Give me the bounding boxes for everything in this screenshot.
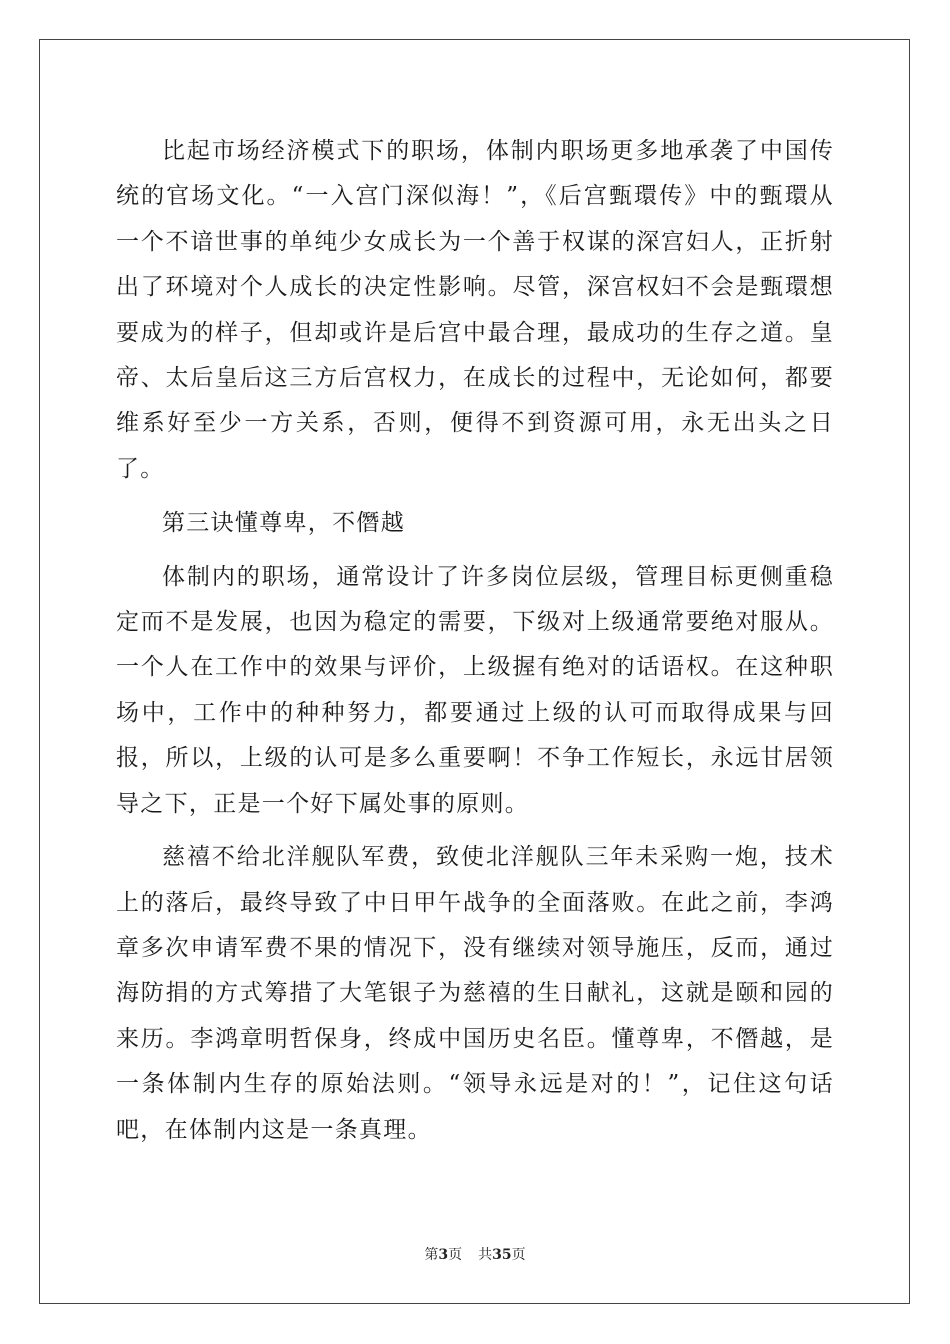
section-heading: 第三诀懂尊卑，不僭越 <box>162 510 405 537</box>
paragraph-3: 慈禧不给北洋舰队军费，致使北洋舰队三年未采购一炮，技术上的落后，最终导致了中日甲午战争的全面落败。在此之前，李鸿章多次申请军费不果的情况下，没有继续对领导施压，反而，通过海防捐的方式筹措了大笔银子为慈禧的生日献礼，这就是颐和园的来历。李鸿章明哲保身，终成中国历史名臣。懂尊卑，不僭越，是一条体制内生存的原始法则。“领导永远是对的！”，记住这句话吧，在体制内这是一条真理。 <box>116 844 834 1143</box>
page-current: 3 <box>438 1247 449 1263</box>
page-prefix: 第 <box>424 1247 439 1263</box>
page-footer <box>0 1244 950 1264</box>
page-total: 35 <box>492 1247 512 1263</box>
document-body <box>116 129 834 1153</box>
total-prefix: 共 <box>478 1247 493 1263</box>
page-suffix: 页 <box>448 1247 463 1263</box>
paragraph-2: 体制内的职场，通常设计了许多岗位层级，管理目标更侧重稳定而不是发展，也因为稳定的需要，下级对上级通常要绝对服从。一个人在工作中的效果与评价，上级握有绝对的话语权。在这种职场中，工作中的种种努力，都要通过上级的认可而取得成果与回报，所以，上级的认可是多么重要啊！不争工作短长，永远甘居领导之下，正是一个好下属处事的原则。 <box>116 563 834 817</box>
paragraph-1: 比起市场经济模式下的职场，体制内职场更多地承袭了中国传统的官场文化。“一入宫门深似海！”，《后宫甄環传》中的甄環从一个不谙世事的单纯少女成长为一个善于权谋的深宫妇人，正折射出了环境对个人成长的决定性影响。尽管，深宫权妇不会是甄環想要成为的样子，但却或许是后宫中最合理，最成功的生存之道。皇帝、太后皇后这三方后宫权力，在成长的过程中，无论如何，都要维系好至少一方关系，否则，便得不到资源可用，永无出头之日了。 <box>116 138 834 482</box>
total-suffix: 页 <box>511 1247 526 1263</box>
